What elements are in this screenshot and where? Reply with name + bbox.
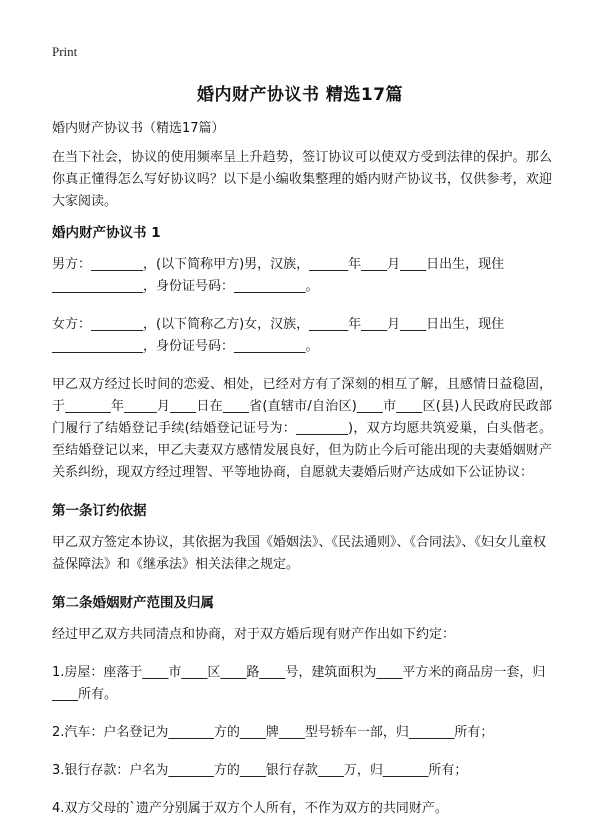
background-paragraph: 甲乙双方经过长时间的恋爱、相处，已经对方有了深刻的相互了解，且感情日益稳固，于_______年_____月____日在____省(直辖市/自治区)____市____区(县)人民政府民政部门履行了结婚登记手续(结婚登记证号为：________)，双方均愿共筑爱巢，白头偕老。至结婚登记以来，甲乙夫妻双方感情发展良好，但为防止今后可能出现的夫妻婚姻财产关系纠纷，现双方经过理智、平等地协商，自愿就夫妻婚后财产达成如下公证协议： [52, 377, 552, 480]
list-item-inheritance: 4.双方父母的`遗产分别属于双方个人所有，不作为双方的共同财产。 [52, 801, 448, 816]
page-title: 婚内财产协议书 精选17篇 [196, 85, 404, 105]
party-a-paragraph: 男方：________，(以下简称甲方)男，汉族，______年____月____日出生，现住______________，身份证号码：___________。 [52, 257, 505, 294]
document-subtitle: 婚内财产协议书（精选17篇） [52, 121, 225, 136]
article2-heading: 第二条婚姻财产范围及归属 [52, 595, 214, 611]
article1-heading: 第一条订约依据 [52, 503, 147, 519]
intro-paragraph: 在当下社会，协议的使用频率呈上升趋势，签订协议可以使双方受到法律的保护。那么你真正懂得怎么写好协议吗？以下是小编收集整理的婚内财产协议书，仅供参考，欢迎大家阅读。 [52, 150, 552, 209]
list-item-house: 1.房屋：座落于____市____区____路____号，建筑面积为____平方米的商品房一套，归____所有。 [52, 665, 546, 702]
list-item-bank: 3.银行存款：户名为_______方的____银行存款____万，归_______所有； [52, 763, 468, 778]
list-item-car: 2.汽车：户名登记为_______方的____牌____型号轿车一部，归_______所有； [52, 725, 494, 740]
article1-paragraph: 甲乙双方签定本协议，其依据为我国《婚姻法》、《民法通则》、《合同法》、《妇女儿童权益保障法》和《继承法》相关法律之规定。 [52, 535, 547, 572]
print-label[interactable]: Print [52, 44, 78, 59]
article2-intro: 经过甲乙双方共同清点和协商，对于双方婚后现有财产作出如下约定： [52, 627, 456, 642]
document-body [52, 118, 552, 836]
section1-heading: 婚内财产协议书 1 [52, 225, 161, 241]
party-b-paragraph: 女方：________，(以下简称乙方)女，汉族，______年____月____日出生，现住______________，身份证号码：___________。 [52, 317, 505, 354]
